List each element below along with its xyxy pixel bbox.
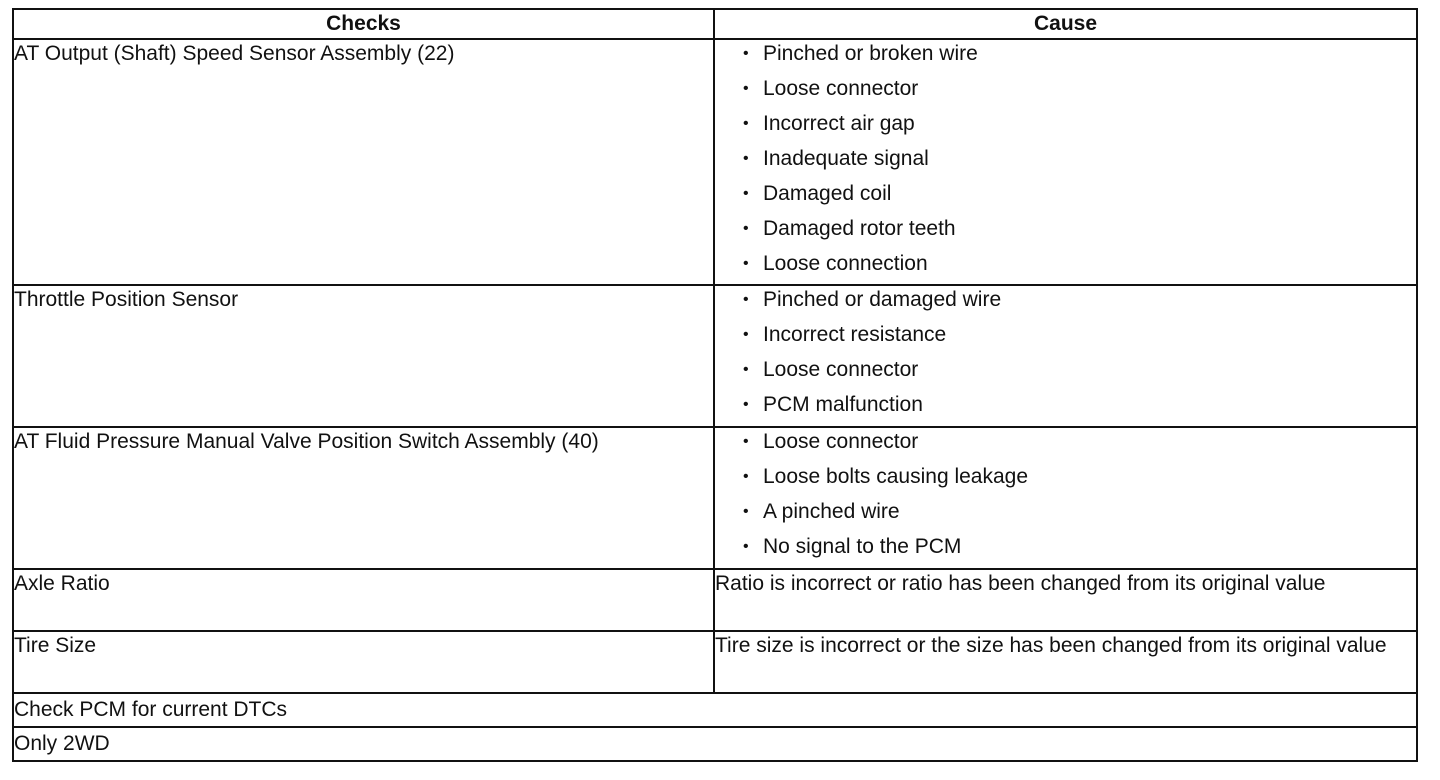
cause-list [715,424,1416,564]
cause-text: A pinched wire [763,500,900,523]
list-item [739,529,1416,564]
cause-text: Damaged rotor teeth [763,217,956,240]
table-header-row [13,9,1417,39]
bullet-icon: • [743,361,749,378]
list-item [739,106,1416,141]
table-footer-row [13,727,1417,761]
bullet-icon: • [743,433,749,450]
list-item [739,141,1416,176]
table-row [13,569,1417,631]
cause-text: PCM malfunction [763,393,923,416]
list-item [739,211,1416,246]
cause-list [715,36,1416,281]
list-item [739,176,1416,211]
table-row [13,631,1417,693]
cause-text: Incorrect air gap [763,112,915,135]
bullet-icon: • [743,80,749,97]
cause-cell: Tire size is incorrect or the size has been changed from its original value [714,631,1417,693]
check-cell: Throttle Position Sensor [13,285,714,427]
cause-text: Damaged coil [763,182,892,205]
cause-text: Loose connector [763,77,919,100]
cause-column-header: Cause [714,9,1417,39]
list-item [739,36,1416,71]
cause-text: Loose bolts causing leakage [763,465,1029,488]
list-item [739,387,1416,422]
cause-cell [714,427,1417,569]
cause-cell [714,39,1417,285]
list-item [739,424,1416,459]
cause-text: Inadequate signal [763,147,929,170]
diagnostic-table-page [12,8,1416,762]
list-item [739,282,1416,317]
list-item [739,459,1416,494]
footer-note: Check PCM for current DTCs [13,693,1417,727]
bullet-icon: • [743,45,749,62]
cause-text: Incorrect resistance [763,323,947,346]
bullet-icon: • [743,326,749,343]
bullet-icon: • [743,538,749,555]
table-row [13,285,1417,427]
check-cell: AT Output (Shaft) Speed Sensor Assembly (22) [13,39,714,285]
list-item [739,352,1416,387]
bullet-icon: • [743,115,749,132]
table-footer-row [13,693,1417,727]
cause-cell [714,285,1417,427]
list-item [739,71,1416,106]
bullet-icon: • [743,150,749,167]
check-cell: AT Fluid Pressure Manual Valve Position Switch Assembly (40) [13,427,714,569]
bullet-icon: • [743,255,749,272]
check-cell: Axle Ratio [13,569,714,631]
cause-cell: Ratio is incorrect or ratio has been changed from its original value [714,569,1417,631]
checks-cause-table [12,8,1418,762]
cause-text: No signal to the PCM [763,535,962,558]
cause-list [715,282,1416,422]
cause-text: Loose connector [763,358,919,381]
cause-text: Loose connection [763,252,928,275]
table-row [13,39,1417,285]
footer-note: Only 2WD [13,727,1417,761]
list-item [739,494,1416,529]
bullet-icon: • [743,185,749,202]
cause-text: Pinched or damaged wire [763,288,1002,311]
list-item [739,317,1416,352]
checks-column-header: Checks [13,9,714,39]
bullet-icon: • [743,291,749,308]
bullet-icon: • [743,468,749,485]
cause-text: Pinched or broken wire [763,42,978,65]
list-item [739,246,1416,281]
bullet-icon: • [743,503,749,520]
cause-text: Loose connector [763,430,919,453]
check-cell: Tire Size [13,631,714,693]
table-row [13,427,1417,569]
bullet-icon: • [743,396,749,413]
bullet-icon: • [743,220,749,237]
